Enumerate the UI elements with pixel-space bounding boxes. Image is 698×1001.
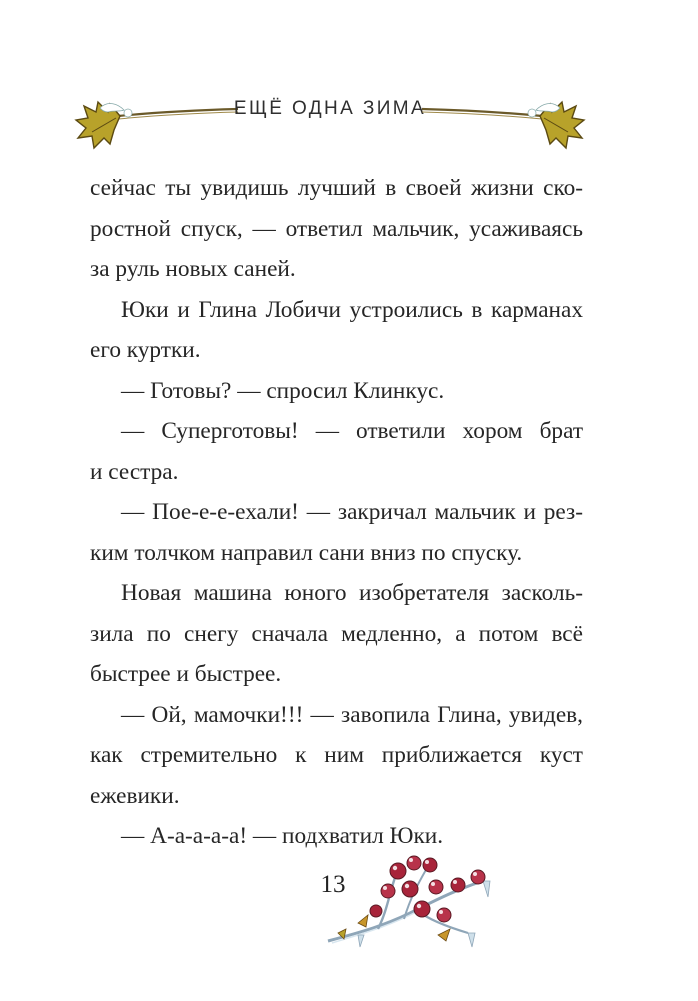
text-line: ежевики. [90,782,180,809]
body-text [90,168,583,857]
text-line: — Суперготовы! — ответили хором брат [121,418,583,444]
holly-leaf-left-icon [70,86,290,158]
text-line: за руль новых саней. [90,256,296,282]
text-line: зила по снегу сначала медленно, а потом всё [90,620,583,647]
text-line: и сестра. [90,458,179,485]
text-line: Новая машина юного изобретателя засколь- [121,580,583,606]
page-number: 13 [320,871,346,898]
text-line: ким толчком направил сани вниз по спуску. [90,539,523,566]
text-line: как стремительно к ним приближается куст [90,742,583,768]
text-line: его куртки. [90,337,201,363]
text-line: ростной спуск, — ответил мальчик, усаживаясь [90,215,583,242]
running-header [70,86,590,158]
text-line: Юки и Глина Лобичи устроились в карманах [121,296,583,323]
text-line: — А-а-а-а-а! — подхватил Юки. [121,823,444,849]
holly-leaf-right-icon [370,86,590,158]
text-line: — Ой, мамочки!!! — завопила Глина, увидев, [121,701,583,728]
frozen-berry-branch-icon [318,849,508,949]
chapter-title: ЕЩЁ ОДНА ЗИМА [233,98,427,119]
text-line: — Пое-е-е-ехали! — закричал мальчик и рез- [121,499,583,525]
text-line: сейчас ты увидишь лучший в своей жизни ско- [90,175,583,201]
text-line: — Готовы? — спросил Клинкус. [121,377,445,404]
text-line: быстрее и быстрее. [90,661,282,687]
